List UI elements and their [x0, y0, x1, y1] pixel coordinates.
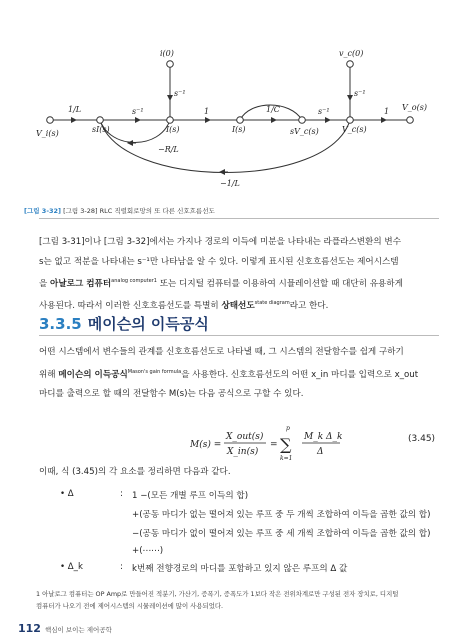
paragraph-2-line-2: 위해 메이슨의 이득공식$^{Mason's gain formula}$을 사용한다. 신호흐름선도의 어떤 x_in 마디를 입력으로 x_out	[39, 368, 419, 380]
colon-2: :	[120, 562, 123, 572]
bullet-delta: • Δ	[60, 489, 74, 499]
equation-denominator: X_in(s)	[227, 447, 259, 457]
bullet-delta-k: • Δ_k	[60, 562, 83, 572]
paragraph-2-line-3: 마디를 출력으로 할 때의 전달함수 M(s)는 다음 공식으로 구할 수 있다.	[39, 388, 304, 399]
gain-s-inv-a: s⁻¹	[132, 107, 144, 116]
delta-def-line-3: −(공동 마디가 없이 떨어져 있는 루프 중 세 개씩 조합하여 이득을 곱한 값의 합)	[132, 529, 431, 539]
feedback-r-over-l: −R/L	[158, 145, 179, 154]
paragraph-2-line-1: 어떤 시스템에서 변수들의 관계를 신호흐름선도로 나타낼 때, 그 시스템의 전달함수를 쉽게 구하기	[39, 347, 404, 357]
caption-divider	[39, 218, 439, 219]
section-heading	[39, 313, 209, 334]
node-svc: sV_c(s)	[290, 127, 319, 136]
term-numerator: M_k Δ_k	[304, 432, 343, 442]
node-vc0: v_c(0)	[339, 49, 364, 58]
figure-caption-text: [그림 3-28] RLC 직렬회로망의 또 다른 신호흐름선도	[63, 207, 215, 215]
footnote-line-1: 1 아날로그 컴퓨터는 OP Amp로 만들어진 적분기, 가산기, 증폭기, 증폭도가 1보다 작은 전위차계로만 구성된 전자 장치로, 디지털	[36, 590, 399, 598]
colon-1: :	[120, 489, 123, 499]
svg-text:∑: ∑	[280, 435, 292, 454]
paragraph-1-line-3: 을 아날로그 컴퓨터$^{analog computer1}$ 또는 디지털 컴퓨터를 이용하여 시뮬레이션할 때 대단히 유용하게	[39, 278, 403, 289]
footnote-line-2: 컴퓨터가 나오기 전에 제어시스템의 시뮬레이션에 많이 사용되었다.	[36, 602, 224, 610]
delta-def-line-4: +(⋯⋯)	[132, 546, 164, 556]
mason-equation	[190, 422, 360, 468]
figure-caption	[24, 206, 215, 215]
svg-text:=: =	[270, 440, 278, 450]
page-footer	[18, 622, 112, 635]
delta-def-line-2: +(공동 마디가 없는 떨어져 있는 루프 중 두 개씩 조합하여 이득을 곱한 값의 합)	[132, 510, 431, 520]
delta-def-line-1: 1 −(모든 개별 루프 이득의 합)	[132, 491, 249, 501]
node-vc: V_c(s)	[342, 125, 367, 134]
gain-1-over-c: 1/C	[266, 105, 280, 114]
term-analog-computer: 아날로그 컴퓨터	[50, 278, 112, 289]
gain-one-b: 1	[384, 107, 390, 116]
paragraph-1-line-4: 사용된다. 따라서 이러한 신호흐름선도를 특별히 상태선도$^{state diagram}$라고 한다.	[39, 300, 329, 312]
feedback-1-over-l: −1/L	[220, 179, 240, 188]
delta-k-def: k번째 전향경로의 마디를 포함하고 있지 않은 루프의 Δ 값	[132, 564, 348, 574]
paragraph-3: 이때, 식 (3.45)의 각 요소를 정리하면 다음과 같다.	[39, 467, 231, 477]
gain-one-a: 1	[204, 107, 210, 116]
term-denominator: Δ	[317, 447, 324, 457]
figure-number: [그림 3-32]	[24, 207, 62, 215]
paragraph-1-line-1: [그림 3-31]이나 [그림 3-32]에서는 가지나 경로의 이득에 미분을 나타내는 라플라스변환의 변수	[39, 237, 401, 247]
node-si: sI(s)	[92, 125, 110, 134]
paragraph-2	[39, 343, 439, 404]
footnote	[36, 588, 446, 612]
term-state-diagram: 상태선도	[221, 301, 255, 312]
equation-numerator: X_out(s)	[226, 432, 264, 442]
node-i2: I(s)	[232, 125, 246, 134]
node-vi: V_i(s)	[36, 129, 59, 138]
node-vo: V_o(s)	[402, 103, 427, 112]
node-i: I(s)	[166, 125, 180, 134]
gain-s-inv-c: s⁻¹	[174, 89, 186, 98]
section-title: 메이슨의 이득공식	[87, 315, 209, 333]
equation-number: (3.45)	[408, 434, 436, 444]
signal-flow-diagram	[0, 0, 474, 205]
section-number: 3.3.5	[39, 315, 82, 333]
paragraph-1	[39, 233, 439, 317]
section-divider	[39, 335, 439, 336]
gain-s-inv-d: s⁻¹	[354, 89, 366, 98]
page-number: 112	[18, 622, 41, 635]
gain-s-inv-b: s⁻¹	[318, 107, 330, 116]
sum-upper: p	[286, 425, 290, 432]
paragraph-1-line-2: s는 없고 적분을 나타내는 s⁻¹만 나타남을 알 수 있다. 이렇게 표시된 신호흐름선도는 제어시스템	[39, 256, 399, 267]
term-mason-gain: 메이슨의 이득공식	[58, 369, 128, 380]
sum-lower: k=1	[280, 455, 293, 462]
equation-lhs: M(s) =	[190, 440, 222, 450]
node-i0: i(0)	[160, 49, 174, 58]
gain-1-over-l: 1/L	[68, 105, 82, 114]
book-title: 핵심이 보이는 제어공학	[44, 626, 112, 634]
